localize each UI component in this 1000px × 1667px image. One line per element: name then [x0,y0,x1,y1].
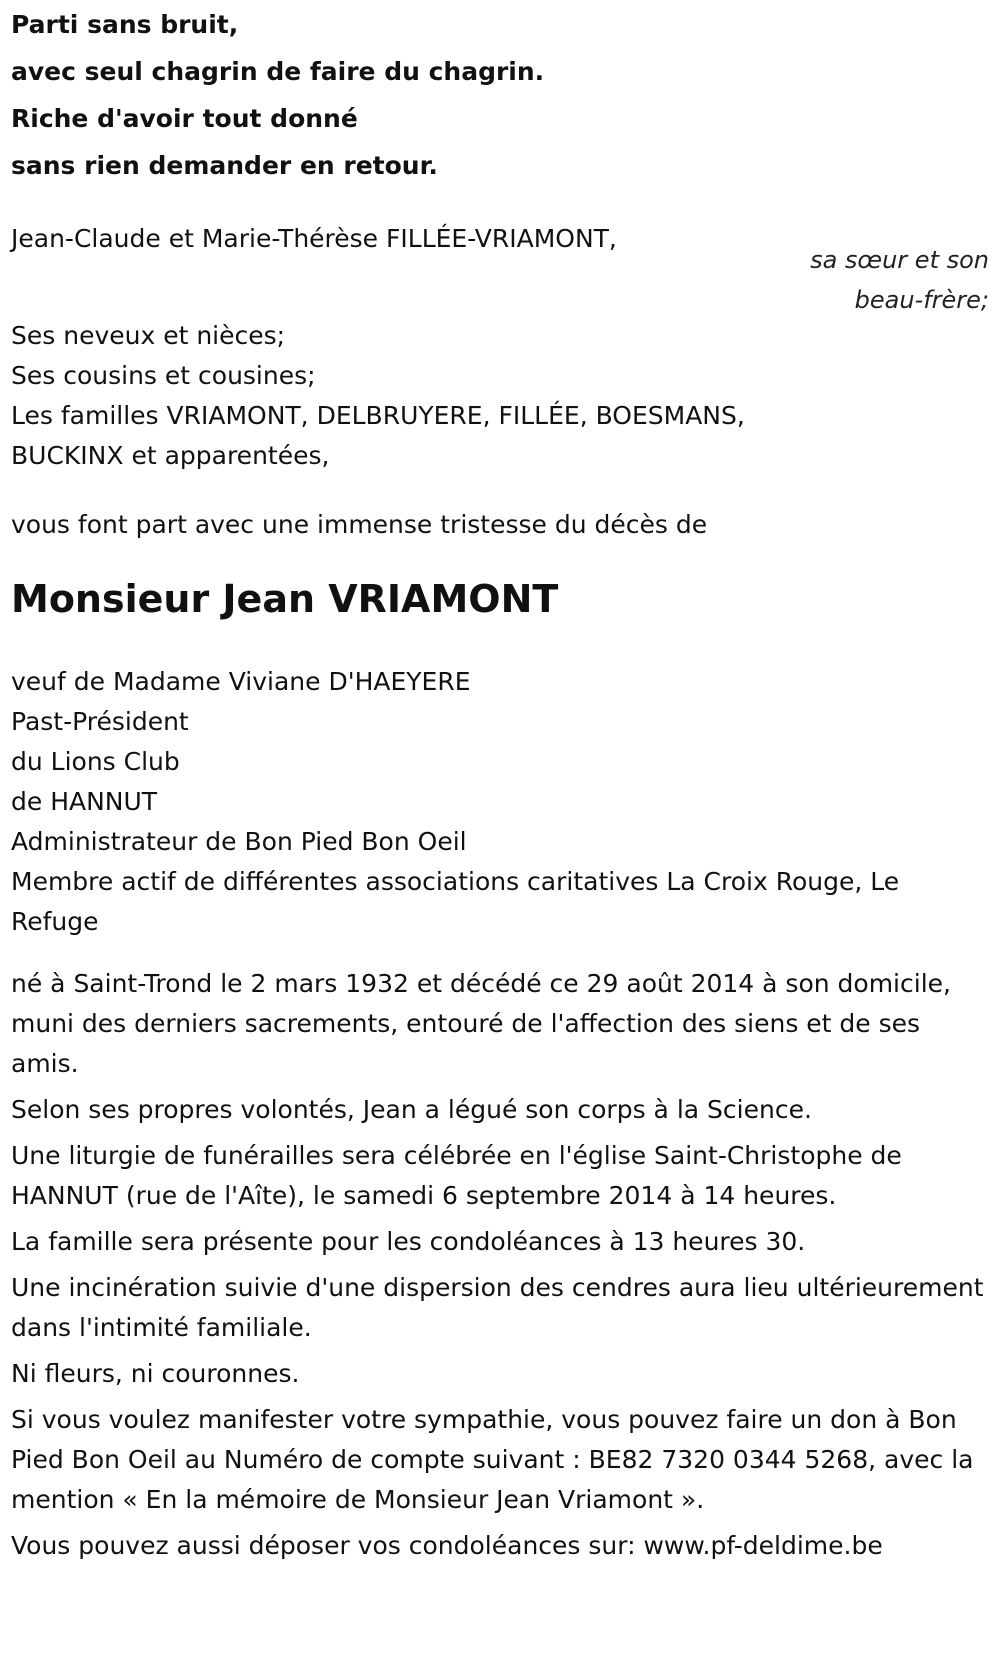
sister-line: Jean-Claude et Marie-Thérèse FILLÉE-VRIAMONT, [11,224,617,253]
detail-line: veuf de Madame Viviane D'HAEYERE [11,667,471,696]
paragraph-birth-death: né à Saint-Trond le 2 mars 1932 et décédé ce 29 août 2014 à son domicile, muni des derniers sacrements, entouré de l'affection des siens et de ses amis. [11,969,951,1078]
announcement-line: vous font part avec une immense tristesse du décès de [11,510,708,539]
poem-line: avec seul chagrin de faire du chagrin. [11,57,545,86]
paragraph-website: Vous pouvez aussi déposer vos condoléances sur: www.pf-deldime.be [11,1531,883,1560]
relation-line: sa sœur et son [810,246,989,274]
poem-line: sans rien demander en retour. [11,151,438,180]
paragraph-science: Selon ses propres volontés, Jean a légué son corps à la Science. [11,1095,812,1124]
detail-line: Past-Président [11,707,189,736]
paragraph-flowers: Ni fleurs, ni couronnes. [11,1359,300,1388]
detail-line: Membre actif de différentes associations caritatives La Croix Rouge, Le Refuge [11,867,900,936]
detail-line: de HANNUT [11,787,158,816]
family-line: Ses neveux et nièces; [11,321,286,350]
family-line: Les familles VRIAMONT, DELBRUYERE, FILLÉE, BOESMANS, [11,401,745,430]
relation-note [810,240,989,320]
paragraph-incineration: Une incinération suivie d'une dispersion des cendres aura lieu ultérieurement dans l'intimité familiale. [11,1273,984,1342]
detail-line: Administrateur de Bon Pied Bon Oeil [11,827,467,856]
poem-line: Parti sans bruit, [11,10,239,39]
paragraph-condolences: La famille sera présente pour les condoléances à 13 heures 30. [11,1227,806,1256]
body-text [11,964,988,1566]
detail-line: du Lions Club [11,747,180,776]
poem-line: Riche d'avoir tout donné [11,104,358,133]
announcement [11,505,988,545]
family-line: BUCKINX et apparentées, [11,441,330,470]
deceased-name: Monsieur Jean VRIAMONT [11,577,559,621]
paragraph-liturgy: Une liturgie de funérailles sera célébrée en l'église Saint-Christophe de HANNUT (rue de l'Aîte), le samedi 6 septembre 2014 à 14 heures. [11,1141,902,1210]
relation-line: beau-frère; [854,286,989,314]
deceased-details [11,662,988,942]
family-others [11,316,988,476]
family-line: Ses cousins et cousines; [11,361,316,390]
poem [11,0,988,191]
paragraph-donation: Si vous voulez manifester votre sympathie, vous pouvez faire un don à Bon Pied Bon Oeil au Numéro de compte suivant : BE82 7320 0344 5268, avec la mention « En la mémoire de Monsieur Jean Vriamont ». [11,1405,974,1514]
